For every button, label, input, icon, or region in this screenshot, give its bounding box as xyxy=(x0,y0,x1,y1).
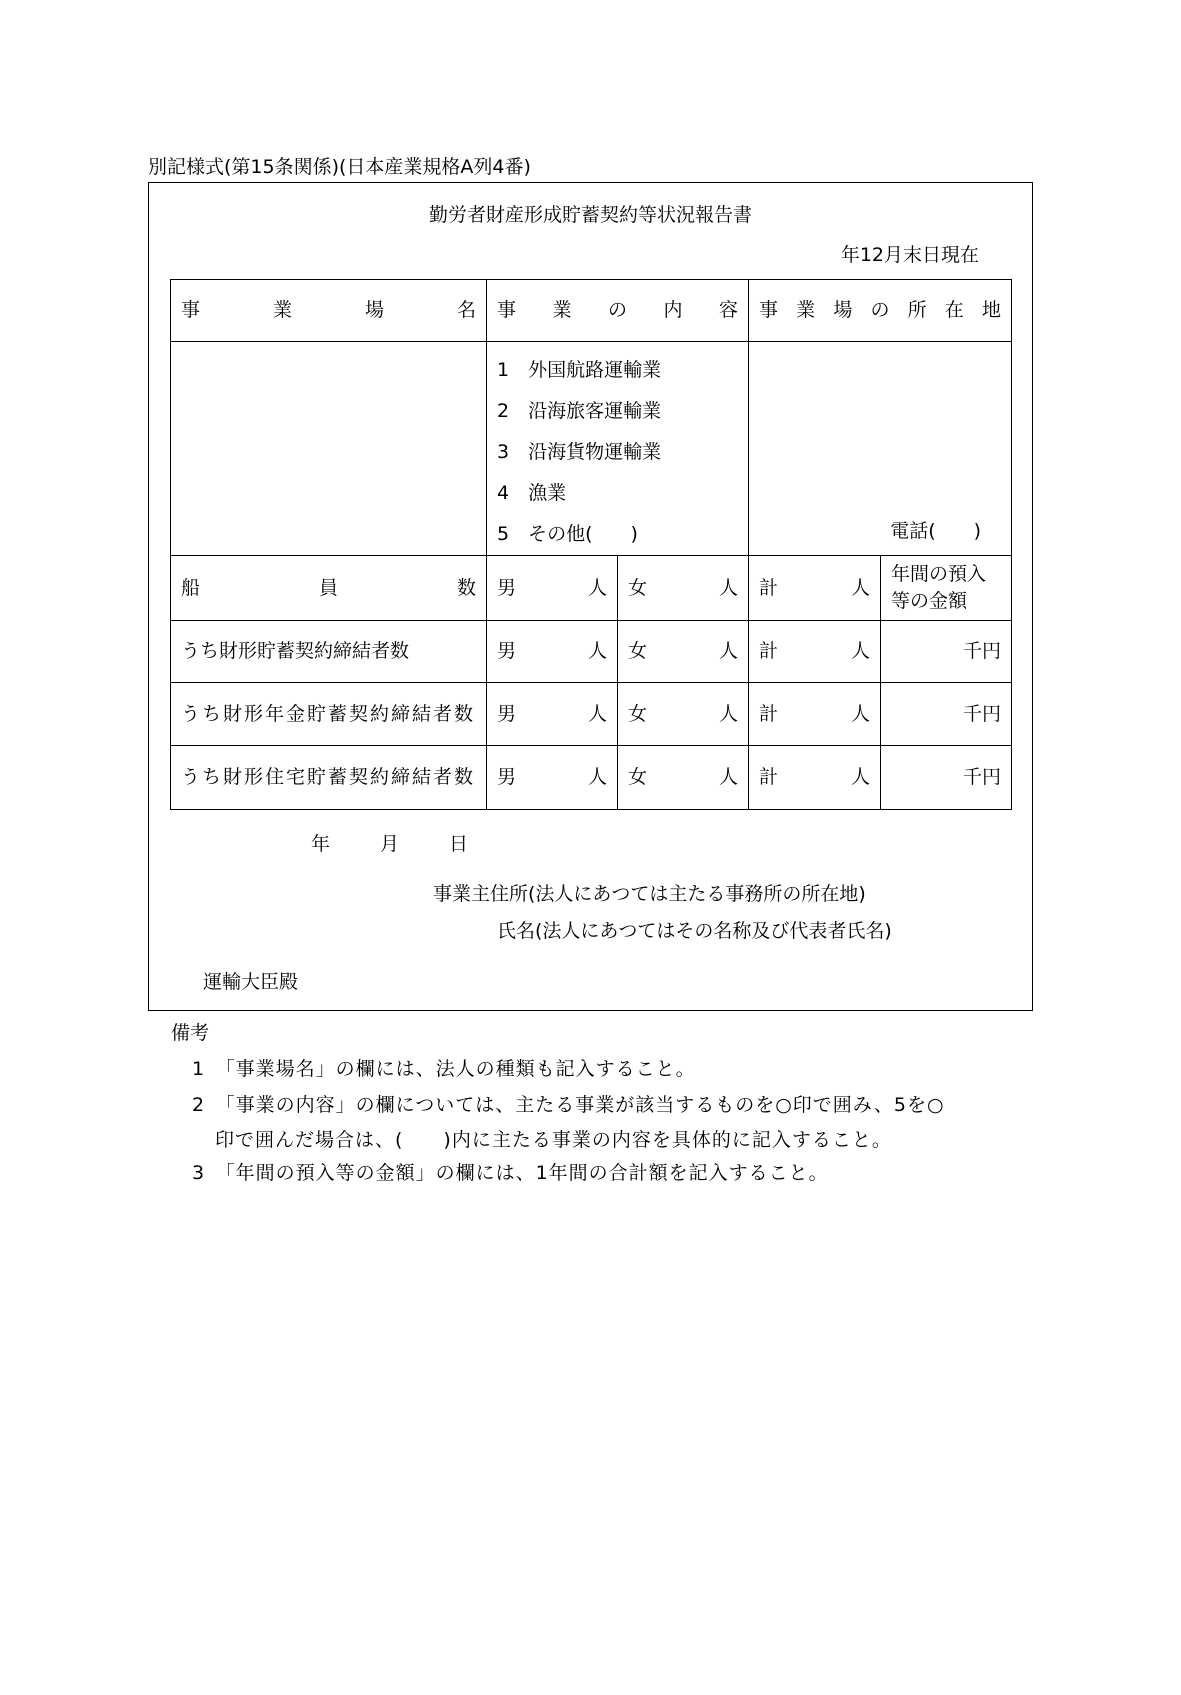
header-business-content: 事 業 の 内 容 xyxy=(487,280,749,342)
business-items-cell[interactable] xyxy=(487,342,749,556)
workplace-name-cell[interactable] xyxy=(171,342,487,556)
row-label: うち財形年金貯蓄契約締結者数 xyxy=(171,683,487,746)
employer-address: 事業主住所(法人にあつては主たる事務所の所在地) xyxy=(433,883,866,905)
business-item: 1 外国航路運輸業 xyxy=(497,359,662,381)
form-title: 勤労者財産形成貯蓄契約等状況報告書 xyxy=(428,204,752,226)
note: 3 「年間の預入等の金額」の欄には、1年間の合計額を記入すること。 xyxy=(192,1162,829,1184)
total-cell[interactable]: 計 人 xyxy=(749,746,881,810)
header-workplace-name: 事 業 場 名 xyxy=(171,280,487,342)
crew-count-label: 船 員 数 xyxy=(171,556,487,621)
crew-total-cell[interactable]: 計 人 xyxy=(749,556,881,621)
business-item: 3 沿海貨物運輸業 xyxy=(497,441,662,463)
business-item: 5 その他( ) xyxy=(497,523,638,545)
female-cell[interactable]: 女 人 xyxy=(618,746,749,810)
phone-label: 電話( ) xyxy=(890,520,982,542)
business-item: 2 沿海旅客運輸業 xyxy=(497,400,662,422)
male-cell[interactable]: 男 人 xyxy=(487,621,618,683)
total-cell[interactable]: 計 人 xyxy=(749,621,881,683)
female-cell[interactable]: 女 人 xyxy=(618,683,749,746)
note: 2 「事業の内容」の欄については、主たる事業が該当するものを○印で囲み、5を○ xyxy=(192,1094,945,1116)
amount-header: 年間の預入等の金額 xyxy=(881,556,1012,621)
form-header: 別記様式(第15条関係)(日本産業規格A列4番) xyxy=(148,156,531,178)
total-cell[interactable]: 計 人 xyxy=(749,683,881,746)
amount-cell[interactable]: 千円 xyxy=(881,683,1012,746)
crew-male-cell[interactable]: 男 人 xyxy=(487,556,618,621)
note: 印で囲んだ場合は、( )内に主たる事業の内容を具体的に記入すること。 xyxy=(215,1129,892,1151)
female-cell[interactable]: 女 人 xyxy=(618,621,749,683)
notes-title: 備考 xyxy=(171,1022,210,1044)
male-cell[interactable]: 男 人 xyxy=(487,746,618,810)
location-cell[interactable] xyxy=(749,342,1012,556)
as-of-date: 年12月末日現在 xyxy=(840,244,979,266)
report-table xyxy=(170,279,1012,810)
row-label: うち財形住宅貯蓄契約締結者数 xyxy=(171,746,487,810)
report-date: 年 月 日 xyxy=(311,833,473,855)
employer-name: 氏名(法人にあつてはその名称及び代表者氏名) xyxy=(497,920,892,942)
business-item: 4 漁業 xyxy=(497,482,567,504)
male-cell[interactable]: 男 人 xyxy=(487,683,618,746)
amount-cell[interactable]: 千円 xyxy=(881,621,1012,683)
crew-female-cell[interactable]: 女 人 xyxy=(618,556,749,621)
row-label: うち財形貯蓄契約締結者数 xyxy=(171,621,487,683)
amount-cell[interactable]: 千円 xyxy=(881,746,1012,810)
addressee: 運輸大臣殿 xyxy=(203,971,299,993)
header-location: 事 業 場 の 所 在 地 xyxy=(749,280,1012,342)
note: 1 「事業場名」の欄には、法人の種類も記入すること。 xyxy=(192,1058,696,1080)
